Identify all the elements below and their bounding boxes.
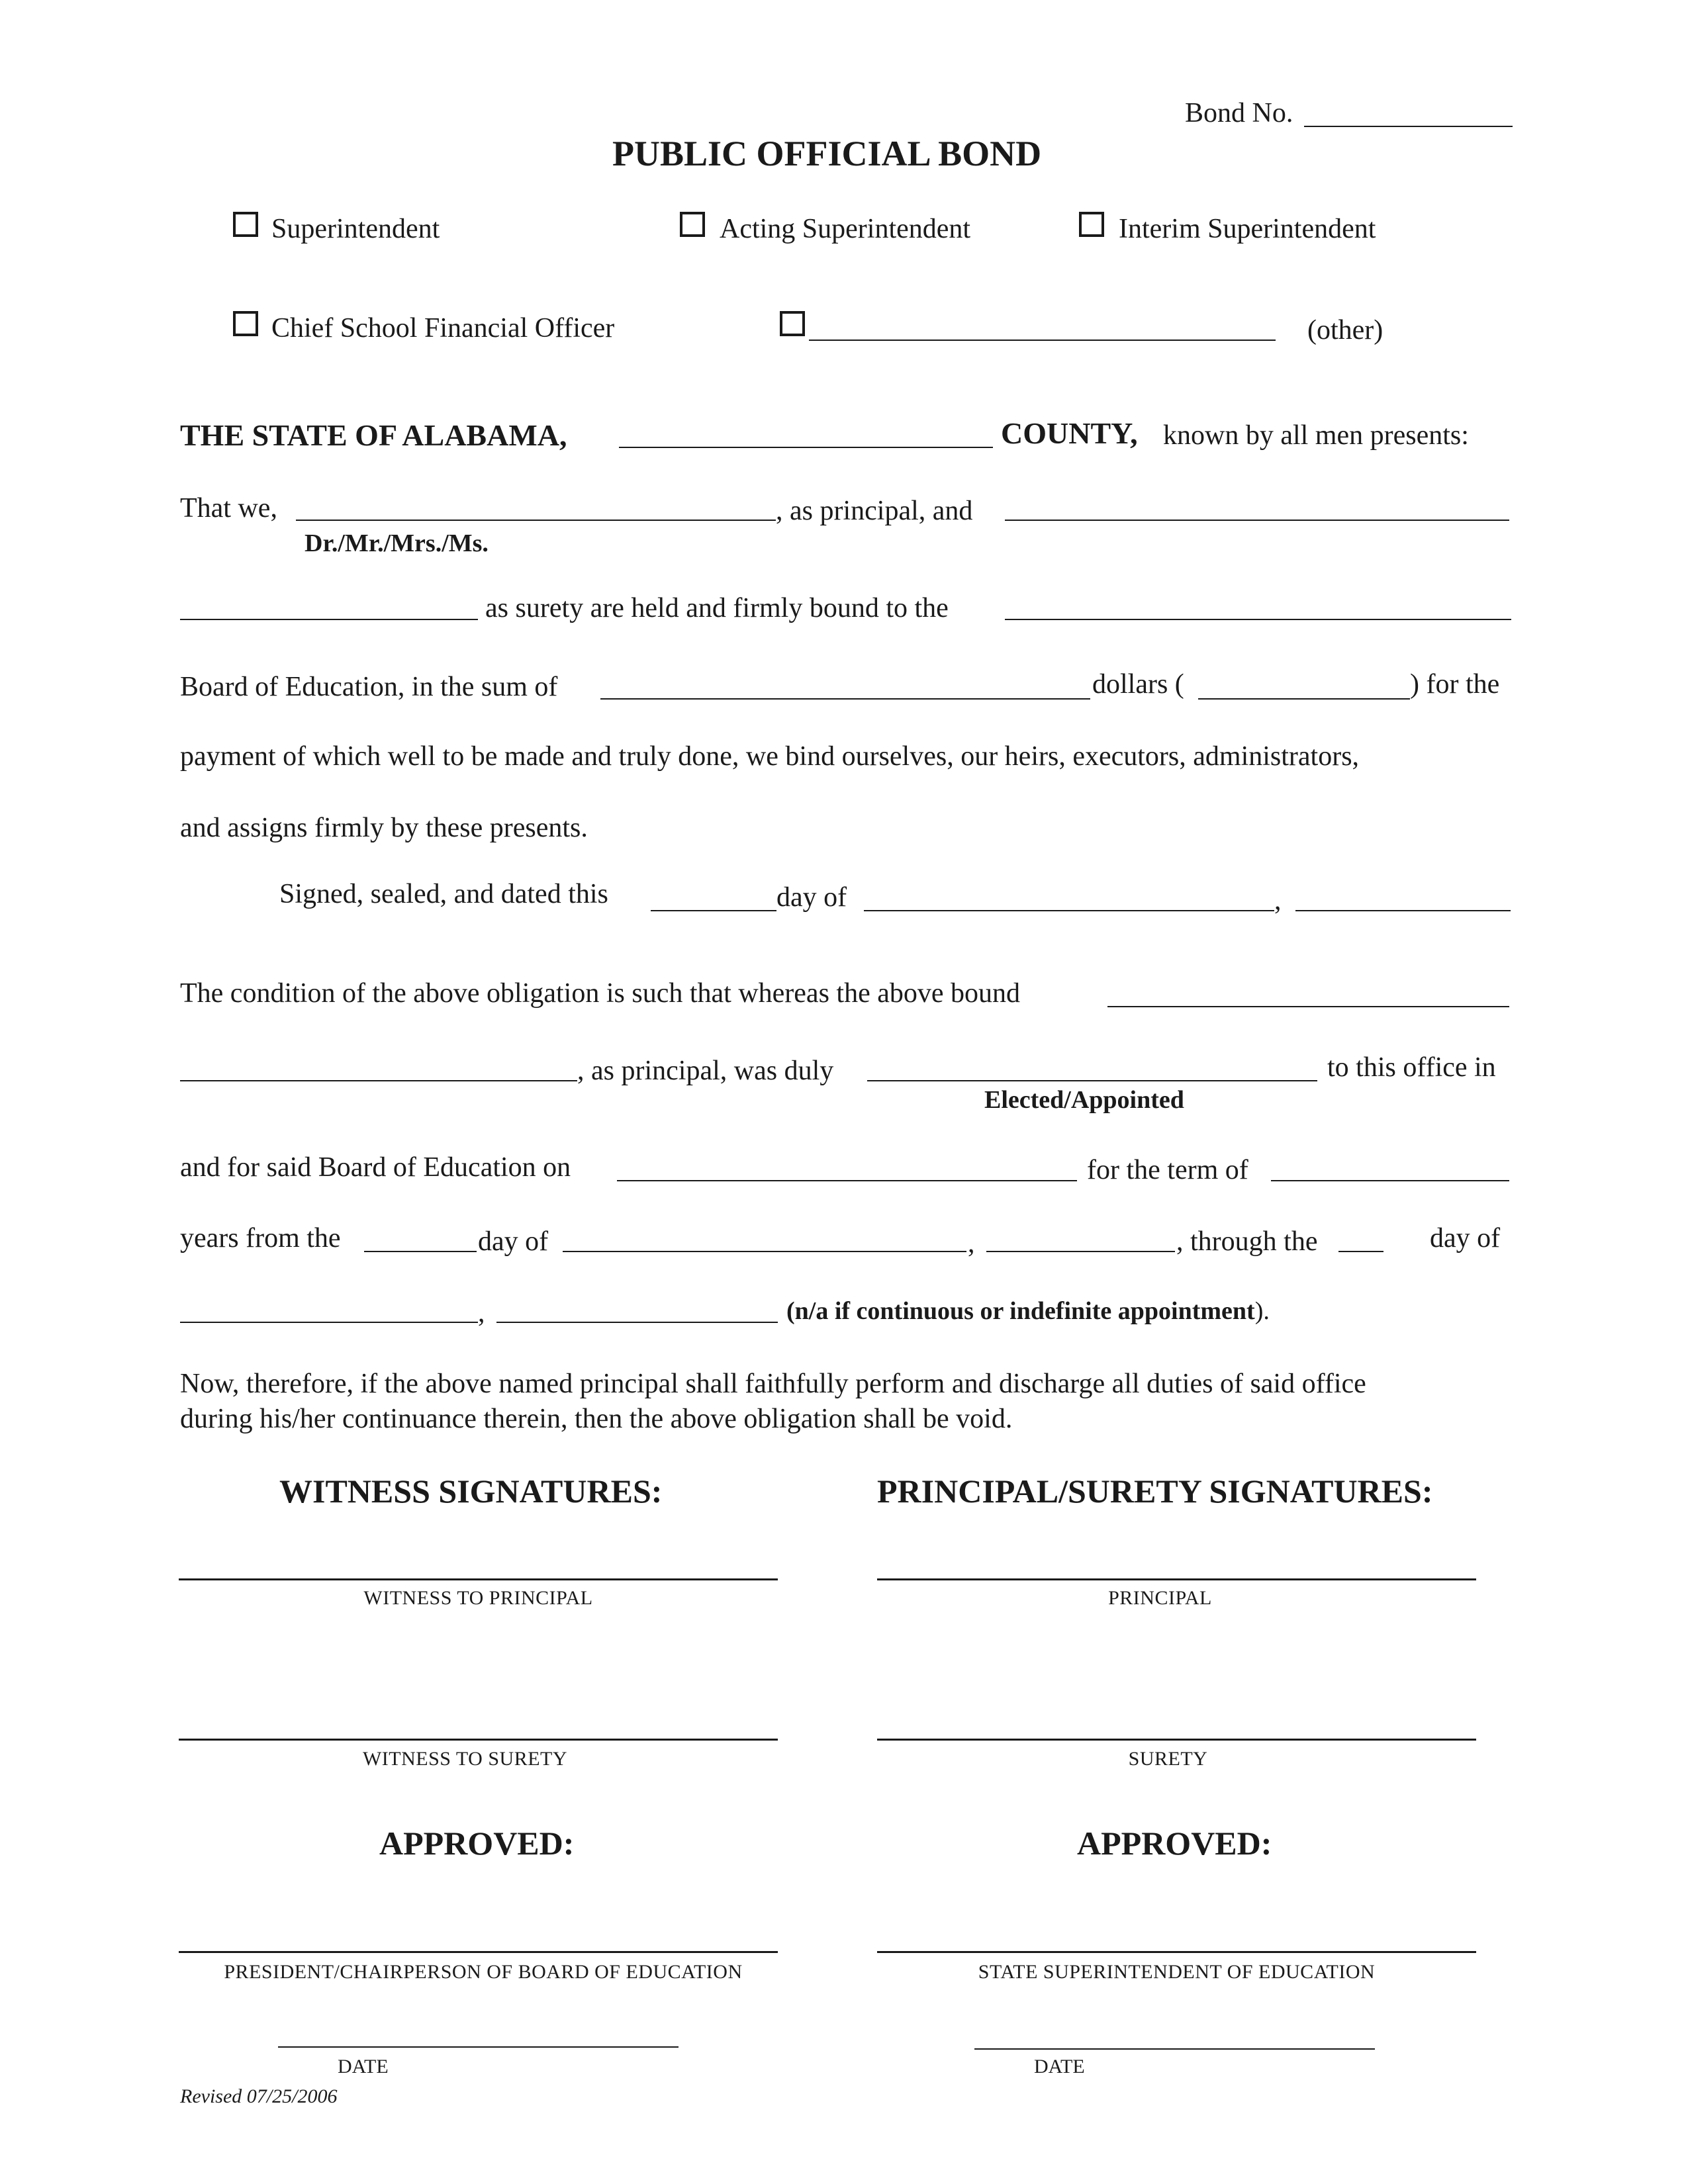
bond-no-field[interactable] <box>1304 126 1513 127</box>
cfo-label: Chief School Financial Officer <box>271 313 615 343</box>
that-we-text: That we, <box>180 493 277 523</box>
superintendent-checkbox[interactable] <box>233 212 258 237</box>
principal-surety-signatures-heading: PRINCIPAL/SURETY SIGNATURES: <box>877 1473 1433 1510</box>
approved-right-heading: APPROVED: <box>1077 1825 1272 1862</box>
witness-principal-caption: WITNESS TO PRINCIPAL <box>363 1587 593 1609</box>
interim-superintendent-checkbox[interactable] <box>1079 212 1104 237</box>
signed-year-field[interactable] <box>1295 910 1511 911</box>
sum-amount-field[interactable] <box>1198 698 1410 700</box>
end-year-field[interactable] <box>496 1322 778 1323</box>
principal-caption: PRINCIPAL <box>1108 1587 1212 1609</box>
state-label: THE STATE OF ALABAMA, <box>180 418 567 452</box>
principal-signature-line[interactable] <box>877 1578 1476 1580</box>
president-caption: PRESIDENT/CHAIRPERSON OF BOARD OF EDUCATION <box>224 1961 743 1983</box>
cfo-checkbox[interactable] <box>233 311 258 336</box>
surety-name-field[interactable] <box>1005 520 1509 521</box>
acting-superintendent-label: Acting Superintendent <box>720 214 971 244</box>
other-label: (other) <box>1307 315 1383 345</box>
na-note-text: (n/a if continuous or indefinite appointment <box>786 1297 1255 1325</box>
surety-caption: SURETY <box>1128 1748 1208 1770</box>
witness-surety-signature-line[interactable] <box>179 1739 778 1741</box>
term-years-field[interactable] <box>1271 1180 1509 1181</box>
as-principal-text: , as principal, and <box>776 496 973 526</box>
signed-day-field[interactable] <box>651 910 776 911</box>
surety-signature-line[interactable] <box>877 1739 1476 1741</box>
date-left-line[interactable] <box>278 2046 679 2048</box>
bond-no-label: Bond No. <box>1185 98 1293 128</box>
na-note <box>786 1298 1270 1324</box>
superintendent-label: Superintendent <box>271 214 440 244</box>
years-from-text: years from the <box>180 1223 341 1253</box>
board-date-field[interactable] <box>617 1180 1077 1181</box>
for-the-text: ) for the <box>1410 669 1500 700</box>
elected-appointed-label: Elected/Appointed <box>984 1086 1184 1114</box>
witness-principal-signature-line[interactable] <box>179 1578 778 1580</box>
interim-superintendent-label: Interim Superintendent <box>1119 214 1376 244</box>
condition-text: The condition of the above obligation is such that whereas the above bound <box>180 978 1021 1009</box>
board-name-field[interactable] <box>1005 619 1511 620</box>
payment-text: payment of which well to be made and truly done, we bind ourselves, our heirs, executors, administrators, <box>180 741 1360 772</box>
end-month-field[interactable] <box>180 1322 478 1323</box>
through-the-text: , through the <box>1176 1226 1318 1257</box>
other-checkbox[interactable] <box>780 311 805 336</box>
to-office-text: to this office in <box>1327 1052 1496 1083</box>
start-month-field[interactable] <box>563 1251 966 1252</box>
signed-text: Signed, sealed, and dated this <box>279 879 608 909</box>
as-surety-text: as surety are held and firmly bound to the <box>485 593 949 623</box>
surety-name-field-2[interactable] <box>180 619 478 620</box>
end-day-of-text: day of <box>1430 1223 1501 1253</box>
end-comma: , <box>478 1298 485 1328</box>
dollars-text: dollars ( <box>1092 669 1184 700</box>
date-left-caption: DATE <box>338 2056 389 2077</box>
date-right-line[interactable] <box>974 2048 1375 2050</box>
and-for-board-text: and for said Board of Education on <box>180 1152 571 1183</box>
revised-date: Revised 07/25/2006 <box>180 2085 338 2107</box>
start-year-field[interactable] <box>986 1251 1175 1252</box>
known-text: known by all men presents: <box>1163 420 1469 451</box>
signed-month-field[interactable] <box>864 910 1274 911</box>
date-right-caption: DATE <box>1034 2056 1085 2077</box>
signed-comma: , <box>1274 886 1282 916</box>
now-therefore-line-2: during his/her continuance therein, then the above obligation shall be void. <box>180 1404 1013 1434</box>
approved-left-heading: APPROVED: <box>379 1825 575 1862</box>
county-label: COUNTY, <box>1001 416 1138 450</box>
now-therefore-line-1: Now, therefore, if the above named principal shall faithfully perform and discharge all duties of said office <box>180 1369 1366 1399</box>
elected-appointed-field[interactable] <box>867 1080 1317 1081</box>
witness-signatures-heading: WITNESS SIGNATURES: <box>279 1473 663 1510</box>
other-position-field[interactable] <box>809 340 1276 341</box>
start-day-field[interactable] <box>364 1251 477 1252</box>
title-options-label: Dr./Mr./Mrs./Ms. <box>305 529 489 557</box>
county-field[interactable] <box>619 447 993 448</box>
start-day-of-text: day of <box>478 1226 549 1257</box>
bound-name-field[interactable] <box>1107 1006 1509 1007</box>
president-signature-line[interactable] <box>179 1951 778 1953</box>
for-term-text: for the term of <box>1087 1155 1248 1185</box>
page-title: PUBLIC OFFICIAL BOND <box>612 134 1042 173</box>
state-superintendent-caption: STATE SUPERINTENDENT OF EDUCATION <box>978 1961 1376 1983</box>
start-comma: , <box>968 1228 975 1259</box>
board-sum-text: Board of Education, in the sum of <box>180 672 558 702</box>
bound-name-field-2[interactable] <box>180 1080 577 1081</box>
na-note-close: ). <box>1254 1297 1270 1325</box>
state-superintendent-signature-line[interactable] <box>877 1951 1476 1953</box>
witness-surety-caption: WITNESS TO SURETY <box>362 1748 568 1770</box>
acting-superintendent-checkbox[interactable] <box>680 212 705 237</box>
as-principal-duly-text: , as principal, was duly <box>577 1056 834 1086</box>
signed-day-of-text: day of <box>776 882 847 913</box>
principal-name-field[interactable] <box>296 520 776 521</box>
end-day-field[interactable] <box>1338 1251 1383 1252</box>
sum-words-field[interactable] <box>600 698 1090 700</box>
assigns-text: and assigns firmly by these presents. <box>180 813 588 843</box>
